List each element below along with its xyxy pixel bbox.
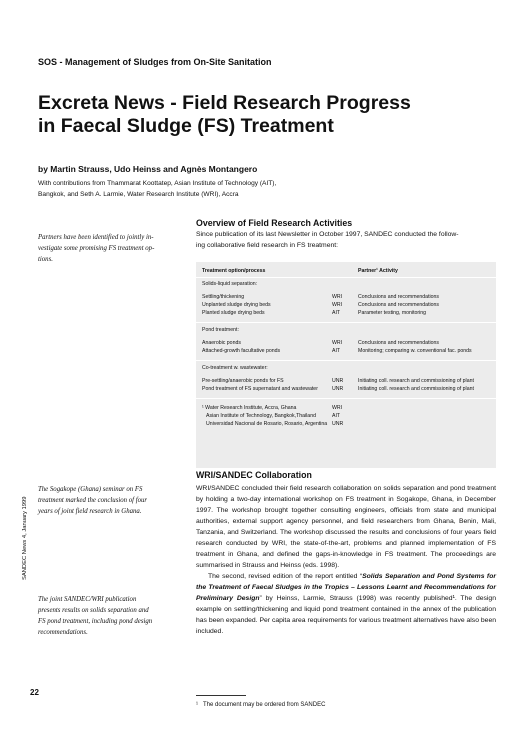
issue-label: SANDEC News 4, January 1999 <box>22 496 28 580</box>
table-divider <box>196 398 496 399</box>
table-header-row <box>202 267 490 275</box>
series-title: SOS - Management of Sludges from On-Site Sanitation <box>38 57 272 67</box>
title-line-2: in Faecal Sludge (FS) Treatment <box>38 115 334 137</box>
article-title <box>38 92 498 138</box>
cell-activity: Conclusions and recommendations <box>358 340 440 346</box>
header-partner: Partner¹ Activity <box>358 268 398 274</box>
intro-line: ing collaborative field research in FS treatment: <box>196 242 339 249</box>
cell-activity: Conclusions and recommendations <box>358 302 440 308</box>
section-heading-collaboration: WRI/SANDEC Collaboration <box>196 470 312 480</box>
table-row <box>202 339 490 347</box>
footnote-text: The document may be ordered from SANDEC <box>203 702 326 708</box>
contrib-line: With contributions from Thammarat Koottatep, Asian Institute of Technology (AIT), <box>38 180 277 187</box>
cell-partner: WRI <box>332 294 343 300</box>
sidebar-line: vestigate some promising FS treatment op- <box>38 245 155 252</box>
table-divider <box>196 277 496 278</box>
collaboration-body <box>196 483 496 637</box>
sidebar-line: FS pond treatment, including pond design <box>38 618 153 625</box>
legend-row <box>202 404 490 412</box>
overview-intro <box>196 229 496 251</box>
report-title: Solids Separation and Pond Systems for the Treatment of Faecal Sludges in the Tropics – Lessons Learnt and Recommendations for Preliminary Design <box>196 573 496 602</box>
cell-option: Pre-settling/anaerobic ponds for FS <box>202 378 284 384</box>
contrib-line: Bangkok, and Seth A. Larmie, Water Research Institute (WRI), Accra <box>38 191 239 198</box>
cell-partner: AIT <box>332 348 341 354</box>
table-row <box>202 347 490 355</box>
authors: by Martin Strauss, Udo Heinss and Agnès Montangero <box>38 164 258 174</box>
para2-text: ” by Heinss, Larmie, Strauss (1998) was recently published¹. The design example on settling/thickening and liquid pond treatment contained in the annex of the publication has been expanded. Per capita area requirements for various treatment alternatives have also been included. <box>196 595 496 635</box>
table-divider <box>196 322 496 323</box>
cell-activity: Initiating coll. research and commissioning of plant <box>358 378 474 384</box>
table-row <box>202 377 490 385</box>
cell-partner: WRI <box>332 340 343 346</box>
sidebar-line: recommendations. <box>38 629 88 636</box>
group-title: Solids-liquid separation: <box>202 281 258 287</box>
paragraph-2 <box>196 571 496 637</box>
legend-name: Asian Institute of Technology, Bangkok,Thailand <box>206 413 316 419</box>
cell-option: Planted sludge drying beds <box>202 310 265 316</box>
legend-abbr: AIT <box>332 413 341 419</box>
table-divider <box>196 360 496 361</box>
page-number: 22 <box>30 688 39 697</box>
footnote-rule <box>196 695 246 696</box>
legend-abbr: UNR <box>332 421 344 427</box>
paragraph-1: WRI/SANDEC concluded their field research collaboration on solids separation and pond treatment by holding a two-day international workshop on FS treatment in Sogakope, Ghana, in December 1997. The workshop brought together consulting engineers, officials from state and municipal authorities, external support agency personnel, and field researchers from Ghana, Benin, Mali, Tanzania, and Switzerland. The workshop discussed the results and conclusions of four years field research conducted by WRI, the state-of-the-art, problems and planned implementation of FS treatment in Ghana, and defined the gaps-in-knowledge in FS treatment. The proceedings are summarised in Strauss and Heinss (eds. 1998). <box>196 485 496 569</box>
intro-line: Since publication of its last Newsletter in October 1997, SANDEC conducted the follow- <box>196 231 459 238</box>
sidebar-line: tions. <box>38 256 53 263</box>
group-title: Co-treatment w. wastewater: <box>202 365 268 371</box>
sidebar-line: presents results on solids separation and <box>38 607 149 614</box>
cell-activity: Initiating coll. research and commissioning of plant <box>358 386 474 392</box>
cell-partner: AIT <box>332 310 341 316</box>
cell-option: Attached-growth facultative ponds <box>202 348 281 354</box>
legend-name: ¹ Water Research Institute, Accra, Ghana <box>202 405 297 411</box>
cell-partner: UNR <box>332 378 344 384</box>
cell-option: Pond treatment of FS supernatant and wastewater <box>202 386 318 392</box>
cell-activity: Conclusions and recommendations <box>358 294 440 300</box>
cell-partner: WRI <box>332 302 343 308</box>
table-row <box>202 301 490 309</box>
cell-option: Settling/thickening <box>202 294 245 300</box>
para2-text: The second, revised edition of the report entitled “ <box>208 573 363 580</box>
group-title: Pond treatment: <box>202 327 239 333</box>
cell-activity: Parameter testing, monitoring <box>358 310 427 316</box>
legend-abbr: WRI <box>332 405 343 411</box>
sidebar-line: Partners have been identified to jointly in- <box>38 234 154 241</box>
activities-table <box>196 262 496 468</box>
sidebar-note-partners <box>38 232 168 265</box>
cell-partner: UNR <box>332 386 344 392</box>
table-row <box>202 385 490 393</box>
contributions <box>38 178 338 200</box>
sidebar-note-publication <box>38 594 168 638</box>
legend-name: Universidad Nacional de Rosario, Rosario, Argentina <box>206 421 328 427</box>
title-line-1: Excreta News - Field Research Progress <box>38 92 411 114</box>
cell-activity: Monitoring; comparing w. conventional fac. ponds <box>358 348 472 354</box>
footnote-mark: ¹ <box>196 702 198 708</box>
sidebar-line: The joint SANDEC/WRI publication <box>38 596 137 603</box>
legend-row <box>202 420 490 428</box>
sidebar-line: treatment marked the conclusion of four <box>38 497 148 504</box>
table-row <box>202 293 490 301</box>
cell-option: Unplanted sludge drying beds <box>202 302 271 308</box>
footnote <box>196 702 325 708</box>
sidebar-line: years of joint field research in Ghana. <box>38 508 142 515</box>
cell-option: Anaerobic ponds <box>202 340 241 346</box>
sidebar-note-sogakope <box>38 484 168 517</box>
legend-row <box>202 412 490 420</box>
table-row <box>202 309 490 317</box>
section-heading-overview: Overview of Field Research Activities <box>196 218 353 228</box>
header-option: Treatment option/process <box>202 268 266 274</box>
sidebar-line: The Sogakope (Ghana) seminar on FS <box>38 486 143 493</box>
